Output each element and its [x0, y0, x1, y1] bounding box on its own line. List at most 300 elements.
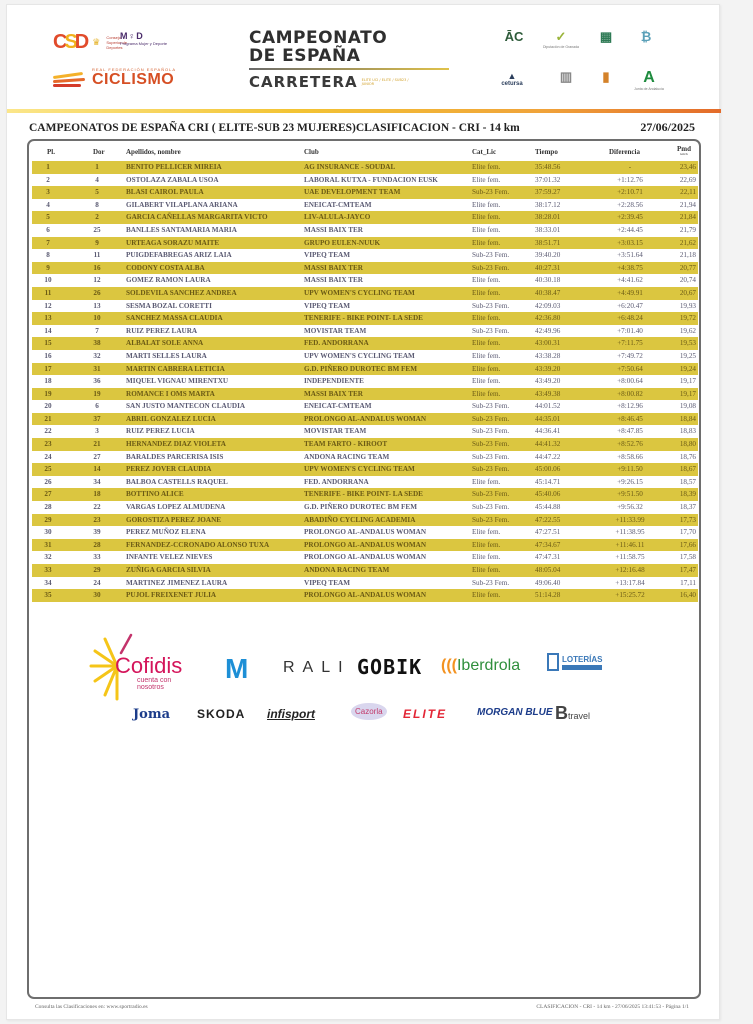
- cell-cat: Elite fem.: [472, 364, 501, 373]
- cell-cat: Elite fem.: [472, 276, 501, 285]
- table-row: [32, 262, 698, 275]
- cell-club: PROLONGO AL-ANDALUS WOMAN: [304, 414, 427, 423]
- table-row: [32, 161, 698, 174]
- table-row: [32, 589, 698, 602]
- rfec-logo: [53, 67, 176, 88]
- cell-diff: +1:12.76: [617, 175, 643, 184]
- cell-pl: 26: [44, 477, 52, 486]
- cell-cat: Elite fem.: [472, 238, 501, 247]
- cell-pmd: 19,72: [679, 314, 696, 323]
- table-row: [32, 476, 698, 489]
- cell-time: 45:44.88: [535, 503, 561, 512]
- cell-club: ABADIÑO CYCLING ACADEMIA: [304, 515, 416, 524]
- table-row: [32, 312, 698, 325]
- cell-name: BENITO PELLICER MIREIA: [126, 163, 222, 171]
- cell-pmd: 18,83: [679, 427, 696, 436]
- cell-name: PEREZ MUÑOZ ELENA: [126, 528, 206, 537]
- cell-club: UPV WOMEN'S CYCLING TEAM: [304, 465, 415, 474]
- document-date: 27/06/2025: [640, 120, 695, 134]
- cell-club: MOVISTAR TEAM: [304, 427, 367, 436]
- cell-dor: 29: [93, 566, 101, 574]
- col-pmd-unit: km/h: [680, 152, 688, 156]
- cell-club: PROLONGO AL-ANDALUS WOMAN: [304, 553, 427, 562]
- table-row: [32, 199, 698, 212]
- cell-diff: +7:11.75: [617, 339, 643, 348]
- institution-logo-5: ▲ cetursa: [501, 71, 523, 87]
- cell-time: 38:33.01: [535, 225, 561, 234]
- cell-pl: 27: [44, 490, 52, 499]
- cell-club: LABORAL KUTXA - FUNDACION EUSK: [304, 175, 438, 184]
- cell-club: MASSI BAIX TER: [304, 225, 363, 234]
- cell-dor: 14: [93, 465, 101, 474]
- cell-dor: 19: [93, 389, 101, 398]
- elite-logo: ELITE: [403, 707, 448, 721]
- cell-diff: +2:44.45: [617, 225, 643, 234]
- cell-dor: 8: [95, 200, 99, 209]
- col-dor: Dor: [93, 148, 105, 156]
- cell-diff: +2:39.45: [617, 213, 643, 222]
- table-row: [32, 400, 698, 413]
- cell-club: FED. ANDORRANA: [304, 339, 369, 348]
- cell-pmd: 19,62: [679, 326, 696, 335]
- loterias-logo: LOTERÍAS: [547, 653, 602, 671]
- cell-time: 38:51.71: [535, 238, 561, 247]
- cell-dor: 7: [95, 326, 99, 335]
- results-table: [27, 139, 701, 999]
- cell-dor: 10: [93, 314, 101, 323]
- cell-cat: Sub-23 Fem.: [472, 263, 510, 272]
- table-row: [32, 363, 698, 376]
- cell-name: VARGAS LOPEZ ALMUDENA: [126, 503, 226, 512]
- cell-time: 38:28.01: [535, 213, 561, 222]
- cell-dor: 28: [93, 540, 101, 549]
- cell-pl: 25: [44, 465, 52, 474]
- cell-diff: +11:33.99: [615, 515, 645, 524]
- cell-time: 48:05.04: [535, 566, 561, 574]
- cell-dor: 33: [93, 553, 101, 562]
- cell-pl: 30: [44, 528, 52, 537]
- cell-pl: 1: [46, 163, 50, 171]
- cell-cat: Sub-23 Fem.: [472, 414, 510, 423]
- title-subcategories: ELITE UCI / ELITE / SUB23 / JUNIOR: [361, 78, 409, 86]
- cell-pl: 16: [44, 351, 52, 360]
- cell-club: TENERIFE - BIKE POINT- LA SEDE: [304, 314, 423, 323]
- cell-diff: +8:00.82: [617, 389, 643, 398]
- cell-pl: 29: [44, 515, 52, 524]
- cell-dor: 37: [93, 414, 101, 423]
- table-row: [32, 514, 698, 527]
- cell-club: UPV WOMEN'S CYCLING TEAM: [304, 288, 415, 297]
- cell-dor: 30: [93, 591, 101, 600]
- skoda-logo: SKODA: [197, 707, 246, 721]
- cell-pmd: 17,73: [679, 515, 696, 524]
- cell-club: LIV-ALULA-JAYCO: [304, 213, 371, 222]
- title-line-1: CAMPEONATO: [249, 28, 388, 48]
- cell-time: 40:30.18: [535, 276, 561, 285]
- cell-pl: 24: [44, 452, 52, 461]
- cell-cat: Elite fem.: [472, 163, 501, 171]
- cell-name: PUIGDEFABREGAS ARIZ LAIA: [126, 251, 232, 260]
- cell-cat: Elite fem.: [472, 339, 501, 348]
- col-pmd: Pmd km/h: [677, 145, 691, 156]
- cell-time: 44:36.41: [535, 427, 561, 436]
- cell-pl: 15: [44, 339, 52, 348]
- cell-time: 42:36.80: [535, 314, 561, 323]
- cell-cat: Elite fem.: [472, 540, 501, 549]
- cell-pl: 32: [44, 553, 52, 562]
- cell-dor: 3: [95, 427, 99, 436]
- cell-pmd: 17,66: [679, 540, 696, 549]
- cell-club: PROLONGO AL-ANDALUS WOMAN: [304, 528, 427, 537]
- sponsor-logos: [7, 623, 721, 733]
- cell-cat: Elite fem.: [472, 553, 501, 562]
- morgan-blue-logo: MORGAN BLUE: [477, 707, 553, 718]
- cell-pl: 17: [44, 364, 52, 373]
- cell-name: FERNANDEZ-CCRONADO ALONSO TUXA: [126, 540, 270, 549]
- cell-pmd: 20,77: [679, 263, 696, 272]
- cell-pl: 28: [44, 503, 52, 512]
- cell-pl: 23: [44, 440, 52, 449]
- cell-name: PUJOL FREIXENET JULIA: [126, 591, 217, 600]
- table-row: [32, 539, 698, 552]
- cell-club: MASSI BAIX TER: [304, 389, 363, 398]
- cell-club: ENEICAT-CMTEAM: [304, 200, 372, 209]
- cell-club: FED. ANDORRANA: [304, 477, 369, 486]
- cell-diff: +9:56.32: [617, 503, 643, 512]
- cell-cat: Elite fem.: [472, 389, 501, 398]
- header: [7, 5, 721, 109]
- cell-club: INDEPENDIENTE: [304, 377, 364, 386]
- cell-dor: 16: [93, 263, 101, 272]
- cell-diff: +4:49.91: [617, 288, 643, 297]
- table-row: [32, 186, 698, 199]
- cell-dor: 13: [93, 301, 101, 310]
- cell-diff: +3:03.15: [617, 238, 643, 247]
- cell-cat: Elite fem.: [472, 314, 501, 323]
- cell-pl: 3: [46, 188, 50, 197]
- results-page: [6, 4, 720, 1020]
- table-row: [32, 287, 698, 300]
- cell-name: GOROSTIZA PEREZ JOANE: [126, 515, 222, 524]
- cell-diff: +4:38.75: [617, 263, 643, 272]
- cell-diff: +9:26.15: [617, 477, 643, 486]
- cell-dor: 31: [93, 364, 101, 373]
- infisport-logo: infisport: [267, 707, 315, 721]
- cell-name: MARTI SELLES LAURA: [126, 351, 207, 360]
- cell-time: 45:14.71: [535, 477, 561, 486]
- title-line-2: DE ESPAÑA: [249, 46, 361, 66]
- cell-name: CODONY COSTA ALBA: [126, 263, 205, 272]
- cell-time: 47:47.31: [535, 553, 561, 562]
- cell-club: TEAM FARTO - KIROOT: [304, 440, 388, 449]
- cell-club: UPV WOMEN'S CYCLING TEAM: [304, 351, 415, 360]
- institution-logo-3: ▦: [599, 29, 613, 44]
- cell-cat: Elite fem.: [472, 175, 501, 184]
- cell-name: ABRIL GONZALEZ LUCIA: [126, 414, 216, 423]
- cell-time: 44:47.22: [535, 452, 561, 461]
- cell-name: URTEAGA SORAZU MAITE: [126, 238, 220, 247]
- cell-dor: 25: [93, 225, 101, 234]
- table-row: [32, 337, 698, 350]
- document-title: CAMPEONATOS DE ESPAÑA CRI ( ELITE-SUB 23 MUJERES)CLASIFICACION - CRI - 14 km: [29, 122, 520, 134]
- wings-icon: [53, 72, 87, 88]
- cell-name: GILABERT VILAPLANA ARIANA: [126, 200, 238, 209]
- cell-time: 47:34.67: [535, 540, 561, 549]
- cell-pmd: 17,58: [679, 553, 696, 562]
- cell-name: MIQUEL VIGNAU MIRENTXU: [126, 377, 229, 386]
- cell-name: BALBOA CASTELLS RAQUEL: [126, 477, 228, 486]
- cell-dor: 39: [93, 528, 101, 537]
- cell-diff: +7:49.72: [617, 351, 643, 360]
- cell-pl: 34: [44, 578, 52, 587]
- institution-logo-4: ₿: [640, 29, 652, 44]
- cell-cat: Sub-23 Fem.: [472, 452, 510, 461]
- cell-cat: Sub-23 Fem.: [472, 465, 510, 474]
- table-row: [32, 211, 698, 224]
- cell-diff: +2:28.56: [617, 200, 643, 209]
- cell-time: 43:39.20: [535, 364, 561, 373]
- cell-pl: 7: [46, 238, 50, 247]
- cell-cat: Sub-23 Fem.: [472, 301, 510, 310]
- cell-dor: 23: [93, 515, 101, 524]
- cell-pmd: 19,53: [679, 339, 696, 348]
- cell-name: ROMANCE I OMS MARTA: [126, 389, 215, 398]
- cell-pl: 10: [44, 276, 52, 285]
- cell-pl: 13: [44, 314, 52, 323]
- cell-diff: +7:01.40: [617, 326, 643, 335]
- cell-diff: -: [628, 163, 632, 171]
- table-header: [29, 144, 699, 162]
- cell-club: G.D. PIÑERO DUROTEC BM FEM: [304, 503, 418, 512]
- cell-cat: Sub-23 Fem.: [472, 578, 510, 587]
- header-color-stripe: [7, 109, 721, 113]
- cell-diff: +9:11.50: [617, 465, 643, 474]
- csd-mark-icon: CSD: [53, 31, 87, 53]
- cell-cat: Sub-23 Fem.: [472, 490, 510, 499]
- cell-pmd: 21,62: [679, 238, 696, 247]
- cell-pmd: 16,40: [679, 591, 696, 600]
- cell-club: GRUPO EULEN-NUUK: [304, 238, 381, 247]
- cell-pl: 19: [44, 389, 52, 398]
- cell-time: 35:48.56: [535, 163, 561, 171]
- cofidis-wordmark: Cofidis: [115, 653, 183, 678]
- table-row: [32, 325, 698, 338]
- institution-logo-8: A Junta de Andalucía: [634, 69, 664, 91]
- cell-pl: 31: [44, 540, 52, 549]
- cell-dor: 38: [93, 339, 101, 348]
- table-row: [32, 577, 698, 590]
- cell-name: RUIZ PEREZ LUCIA: [126, 427, 195, 436]
- cell-time: 47:27.51: [535, 528, 561, 537]
- cell-pl: 2: [46, 175, 50, 184]
- cell-diff: +8:47.85: [617, 427, 643, 436]
- cell-diff: +2:10.71: [617, 188, 643, 197]
- cell-dor: 36: [93, 377, 101, 386]
- cell-time: 45:40.06: [535, 490, 561, 499]
- cell-pmd: 18,39: [679, 490, 696, 499]
- col-name: Apellidos, nombre: [126, 148, 181, 156]
- cell-pmd: 22,69: [679, 175, 696, 184]
- title-divider: [249, 68, 449, 70]
- cell-pmd: 17,11: [680, 578, 696, 587]
- gobik-logo: GOBIK: [357, 655, 423, 679]
- cell-name: GOMEZ RAMON LAURA: [126, 276, 211, 285]
- table-row: [32, 350, 698, 363]
- cell-time: 42:09.03: [535, 301, 561, 310]
- cell-cat: Elite fem.: [472, 288, 501, 297]
- cell-club: UAE DEVELOPMENT TEAM: [304, 188, 401, 197]
- cell-cat: Elite fem.: [472, 225, 501, 234]
- cell-time: 47:22.55: [535, 515, 561, 524]
- cell-name: SAN JUSTO MANTECON CLAUDIA: [126, 402, 246, 411]
- cell-pmd: 19,93: [679, 301, 696, 310]
- cell-time: 42:49.96: [535, 326, 561, 335]
- cell-pmd: 20,74: [679, 276, 696, 285]
- table-body: [32, 161, 698, 602]
- cell-cat: Elite fem.: [472, 528, 501, 537]
- cell-time: 43:38.28: [535, 351, 561, 360]
- cell-diff: +3:51.64: [617, 251, 643, 260]
- institution-logo-2: ✓ Diputación de Granada: [543, 29, 579, 49]
- cell-pmd: 18,57: [679, 477, 696, 486]
- cell-pl: 22: [44, 427, 52, 436]
- movistar-logo: M: [225, 653, 249, 684]
- cell-diff: +8:52.76: [617, 440, 643, 449]
- cell-pmd: 21,79: [679, 225, 696, 234]
- cell-diff: +13:17.84: [615, 578, 645, 587]
- table-row: [32, 564, 698, 577]
- cell-pmd: 18,76: [679, 452, 696, 461]
- btravel-logo: Btravel: [555, 703, 591, 723]
- rali-logo: RALI: [283, 659, 351, 676]
- cell-cat: Sub-23 Fem.: [472, 503, 510, 512]
- cell-dor: 12: [93, 276, 101, 285]
- cell-pmd: 17,70: [679, 528, 696, 537]
- cell-name: MARTINEZ JIMENEZ LAURA: [126, 578, 228, 587]
- cell-cat: Elite fem.: [472, 377, 501, 386]
- cell-pmd: 19,17: [679, 389, 696, 398]
- cell-diff: +11:58.75: [615, 553, 645, 562]
- cell-dor: 27: [93, 452, 101, 461]
- cell-club: ENEICAT-CMTEAM: [304, 402, 372, 411]
- table-row: [32, 488, 698, 501]
- cell-pmd: 19,08: [679, 402, 696, 411]
- table-row: [32, 388, 698, 401]
- cell-pmd: 20,67: [679, 288, 696, 297]
- cell-cat: Elite fem.: [472, 566, 501, 574]
- cell-pl: 14: [44, 326, 52, 335]
- table-row: [32, 274, 698, 287]
- cell-pmd: 18,37: [679, 503, 696, 512]
- table-row: [32, 375, 698, 388]
- cell-dor: 5: [95, 188, 99, 197]
- cell-pmd: 22,11: [680, 188, 696, 197]
- cell-pmd: 18,84: [679, 414, 696, 423]
- cell-pmd: 19,25: [679, 351, 696, 360]
- cell-pl: 8: [46, 251, 50, 260]
- cell-cat: Sub-23 Fem.: [472, 427, 510, 436]
- cell-pl: 33: [44, 566, 52, 574]
- cell-diff: +8:12.96: [617, 402, 643, 411]
- cell-name: SOLDEVILA SANCHEZ ANDREA: [126, 288, 237, 297]
- iberdrola-logo: (((Iberdrola: [441, 657, 521, 674]
- cell-dor: 6: [95, 402, 99, 411]
- table-row: [32, 224, 698, 237]
- cell-dor: 1: [95, 163, 99, 171]
- cell-time: 38:17.12: [535, 200, 561, 209]
- table-row: [32, 501, 698, 514]
- cell-cat: Sub-23 Fem.: [472, 515, 510, 524]
- cell-diff: +8:58.66: [617, 452, 643, 461]
- cell-club: VIPEQ TEAM: [304, 251, 350, 260]
- cell-club: MASSI BAIX TER: [304, 263, 363, 272]
- institutional-logos: [491, 29, 681, 99]
- cell-club: VIPEQ TEAM: [304, 301, 350, 310]
- iberdrola-leaf-icon: (((: [441, 657, 457, 674]
- cell-cat: Elite fem.: [472, 200, 501, 209]
- cell-time: 44:41.32: [535, 440, 561, 449]
- cell-pmd: 21,94: [679, 200, 696, 209]
- cell-cat: Sub-23 Fem.: [472, 402, 510, 411]
- institution-logo-6: ▥: [559, 69, 573, 84]
- title-line-3: CARRETERA: [249, 73, 358, 91]
- col-pl: Pl.: [47, 148, 55, 156]
- csd-label: Consejo Superior de Deportes: [106, 35, 128, 50]
- cell-name: RUIZ PEREZ LAURA: [126, 326, 198, 335]
- cell-time: 37:01.32: [535, 175, 561, 184]
- cell-club: PROLONGO AL-ANDALUS WOMAN: [304, 540, 427, 549]
- cell-club: G.D. PIÑERO DUROTEC BM FEM: [304, 364, 418, 373]
- cell-name: BANLLES SANTAMARIA MARIA: [126, 225, 237, 234]
- cell-pl: 12: [44, 301, 52, 310]
- cell-time: 40:38.47: [535, 288, 561, 297]
- cell-dor: 11: [93, 251, 101, 260]
- cell-name: GARCIA CAÑELLAS MARGARITA VICTO: [126, 213, 268, 222]
- cell-dor: 24: [93, 578, 101, 587]
- col-diff: Diferencia: [609, 148, 640, 156]
- cell-pmd: 21,84: [679, 213, 696, 222]
- table-row: [32, 174, 698, 187]
- cell-name: ALBALAT SOLE ANNA: [126, 339, 204, 348]
- cell-time: 44:01.52: [535, 402, 561, 411]
- cell-dor: 26: [93, 288, 101, 297]
- cell-diff: +8:00.64: [617, 377, 643, 386]
- cell-name: SESMA BOZAL CORETTI: [126, 301, 212, 310]
- table-row: [32, 237, 698, 250]
- col-time: Tiempo: [535, 148, 558, 156]
- cell-pmd: 18,67: [679, 465, 696, 474]
- cell-time: 43:00.31: [535, 339, 561, 348]
- cell-name: ZUÑIGA GARCIA SILVIA: [126, 566, 211, 574]
- cell-diff: +7:50.64: [617, 364, 643, 373]
- cell-pmd: 23,46: [679, 163, 696, 171]
- myd-logo: [120, 31, 167, 46]
- cell-diff: +12:16.48: [615, 566, 645, 574]
- cell-pmd: 19,17: [679, 377, 696, 386]
- cell-pmd: 19,24: [679, 364, 696, 373]
- cell-name: OSTOLAZA ZABALA USOA: [126, 175, 219, 184]
- cell-club: MOVISTAR TEAM: [304, 326, 367, 335]
- table-row: [32, 249, 698, 262]
- cell-pl: 11: [44, 288, 52, 297]
- cell-dor: 34: [93, 477, 101, 486]
- cell-name: SANCHEZ MASSA CLAUDIA: [126, 314, 223, 323]
- cell-name: PEREZ JOVER CLAUDIA: [126, 465, 212, 474]
- cell-time: 40:27.31: [535, 263, 561, 272]
- cell-dor: 21: [93, 440, 101, 449]
- cell-name: MARTIN CABRERA LETICIA: [126, 364, 225, 373]
- cell-dor: 9: [95, 238, 99, 247]
